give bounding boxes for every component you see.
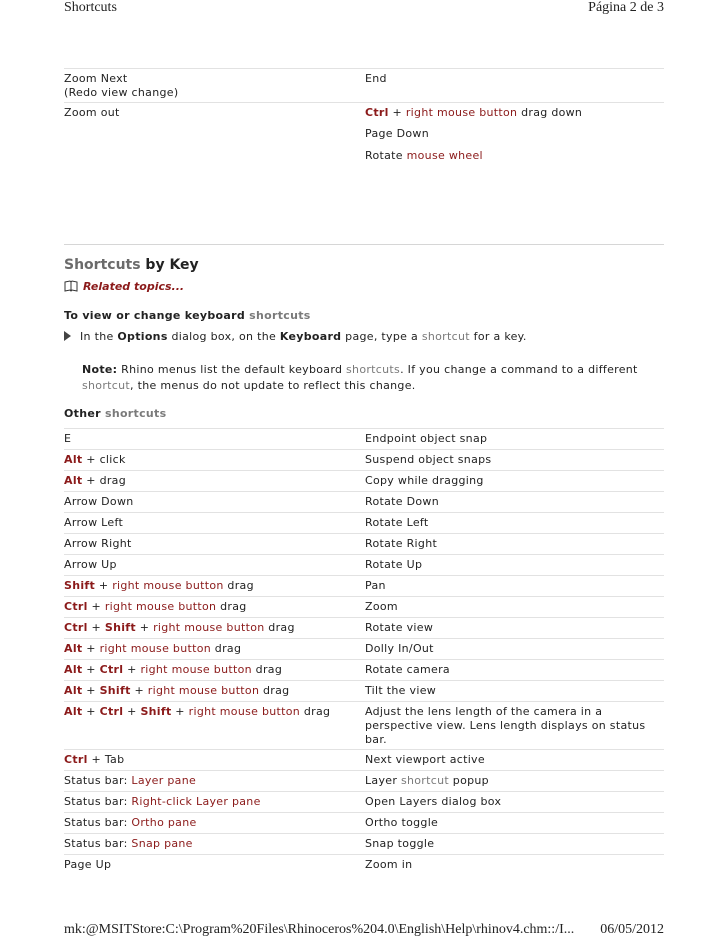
shortcut-action: Dolly In/Out (365, 642, 434, 655)
shortcut-key: Status bar: Layer pane (64, 774, 197, 787)
table-row (64, 575, 664, 597)
shortcut-action: Rotate Up (365, 558, 423, 571)
shortcut-key: Page Up (64, 858, 112, 871)
shortcut-action: Endpoint object snap (365, 432, 488, 445)
footer-path: mk:@MSITStore:C:\Program%20Files\Rhinoceros%204.0\English\Help\rhinov4.chm::/I... (64, 922, 575, 937)
table-row (64, 680, 664, 702)
shortcut-key: Alt + Ctrl + Shift + right mouse button drag (64, 705, 331, 718)
shortcut-key: Ctrl + right mouse button drag down (365, 106, 583, 119)
shortcut-key: Status bar: Ortho pane (64, 816, 197, 829)
table-row (64, 554, 664, 576)
page-header (64, 0, 664, 17)
shortcut-action: Next viewport active (365, 753, 485, 766)
shortcut-key: Status bar: Right-click Layer pane (64, 795, 261, 808)
shortcut-action: Suspend object snaps (365, 453, 492, 466)
table-row (64, 512, 664, 534)
shortcut-key: E (64, 432, 72, 445)
shortcut-action: Snap toggle (365, 837, 435, 850)
shortcut-key: Alt + click (64, 453, 126, 466)
shortcut-key: Ctrl + right mouse button drag (64, 600, 247, 613)
table-row (64, 428, 664, 450)
shortcut-key: Page Down (365, 127, 429, 140)
shortcut-action: Rotate Left (365, 516, 429, 529)
table-row (64, 533, 664, 555)
shortcut-command: Zoom Next (64, 72, 128, 85)
shortcut-key: Alt + right mouse button drag (64, 642, 242, 655)
table-row (64, 770, 664, 792)
shortcut-key: Alt + Ctrl + right mouse button drag (64, 663, 283, 676)
table-row (64, 470, 664, 492)
table-row (64, 617, 664, 639)
shortcut-key: Arrow Down (64, 495, 134, 508)
shortcut-command: Zoom out (64, 106, 120, 119)
shortcut-key: Ctrl + Shift + right mouse button drag (64, 621, 295, 634)
shortcut-key: Arrow Up (64, 558, 117, 571)
note-text: Note: Rhino menus list the default keyboard shortcuts. If you change a command to a different shortcut, the menus do not update to reflect this change. (82, 363, 638, 392)
shortcut-key: Ctrl + Tab (64, 753, 125, 766)
footer-date: 06/05/2012 (600, 922, 664, 937)
table-row (64, 102, 664, 125)
shortcut-action: Pan (365, 579, 386, 592)
shortcut-key: Status bar: Snap pane (64, 837, 193, 850)
section-title: Shortcuts by Key (64, 257, 199, 273)
shortcut-command-note: (Redo view change) (64, 86, 179, 99)
table-row (64, 124, 664, 146)
related-topics-link[interactable]: Related topics... (64, 280, 184, 293)
arrow-icon (64, 331, 71, 341)
shortcut-action: Zoom (365, 600, 398, 613)
shortcut-action: Layer shortcut popup (365, 774, 489, 787)
shortcut-action: Tilt the view (365, 684, 437, 697)
shortcut-action: Zoom in (365, 858, 413, 871)
shortcut-key: Rotate mouse wheel (365, 149, 483, 162)
table-row (64, 449, 664, 471)
table-row (64, 854, 664, 876)
table-row (64, 659, 664, 681)
shortcut-key: Arrow Right (64, 537, 132, 550)
shortcut-action: Rotate camera (365, 663, 450, 676)
table-row (64, 491, 664, 513)
table-row (64, 812, 664, 834)
table-row (64, 68, 664, 103)
subheading-view-change: To view or change keyboard shortcuts (64, 309, 311, 322)
table-row (64, 701, 664, 750)
page-footer (64, 922, 664, 942)
procedure-step: In the Options dialog box, on the Keyboard page, type a shortcut for a key. (64, 330, 527, 343)
shortcut-key: End (365, 72, 387, 85)
table-row (64, 596, 664, 618)
table-row (64, 749, 664, 771)
shortcut-key: Alt + drag (64, 474, 126, 487)
shortcut-key: Shift + right mouse button drag (64, 579, 254, 592)
shortcut-action: Open Layers dialog box (365, 795, 502, 808)
table-row (64, 146, 664, 168)
table-row (64, 833, 664, 855)
shortcut-action: Ortho toggle (365, 816, 439, 829)
shortcut-key: Arrow Left (64, 516, 124, 529)
shortcut-action: Rotate Right (365, 537, 438, 550)
header-page-number: Página 2 de 3 (588, 0, 664, 15)
shortcut-action: Adjust the lens length of the camera in a perspective view. Lens length displays on status bar. (365, 705, 646, 746)
shortcut-action: Rotate view (365, 621, 434, 634)
table-row (64, 791, 664, 813)
header-title: Shortcuts (64, 0, 117, 15)
section-divider (64, 244, 664, 245)
table-row (64, 638, 664, 660)
shortcut-key: Alt + Shift + right mouse button drag (64, 684, 290, 697)
subheading-other-shortcuts: Other shortcuts (64, 407, 167, 420)
shortcut-action: Copy while dragging (365, 474, 484, 487)
book-icon (64, 280, 78, 292)
shortcut-action: Rotate Down (365, 495, 439, 508)
